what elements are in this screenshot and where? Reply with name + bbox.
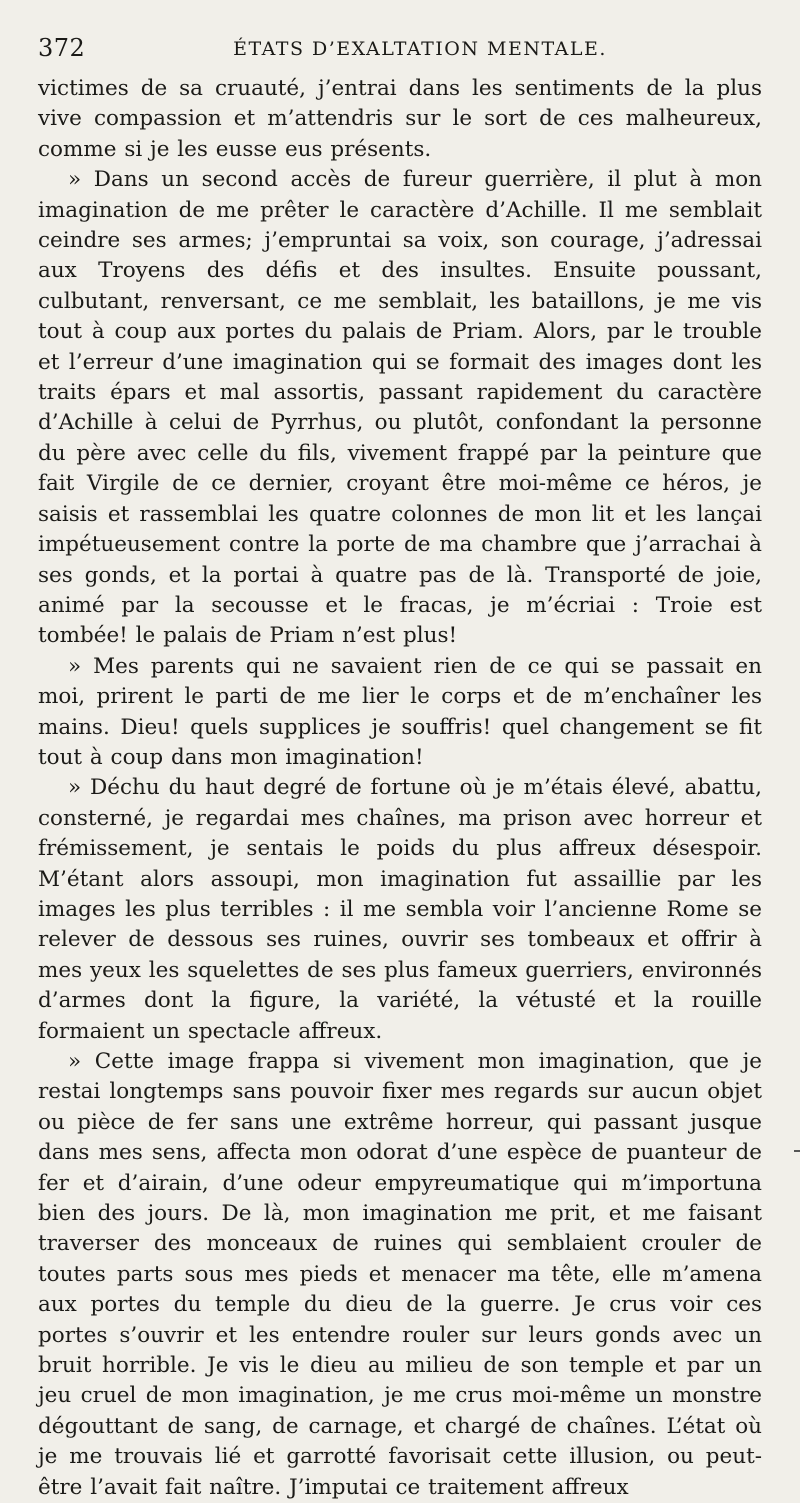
edge-mark (794, 1150, 800, 1152)
body-text (38, 74, 762, 1503)
paragraph-achille: » Dans un second accès de fureur guerrière, il plut à mon imagination de me prêter le caractère d’Achille. Il me semblait ceindre ses armes; j’empruntai sa voix, son courage, j’adressai aux Troyens des défis et des insultes. Ensuite poussant, culbutant, renversant, ce me semblait, les bataillons, je me vis tout à coup aux portes du palais de Priam. Alors, par le trouble et l’erreur d’une imagination qui se formait des images dont les traits épars et mal assortis, passant rapidement du caractère d’Achille à celui de Pyrrhus, ou plutôt, confondant la personne du père avec celle du fils, vivement frappé par la peinture que fait Virgile de ce dernier, croyant être moi-même ce héros, je saisis et rassemblai les quatre colonnes de mon lit et les lançai impétueusement contre la porte de ma chambre que j’arrachai à ses gonds, et la portai à quatre pas de là. Transporté de joie, animé par la secousse et le fracas, je m’écriai : Troie est tombée! le palais de Priam n’est plus! (38, 167, 762, 649)
page-header (38, 28, 762, 74)
page-number: 372 (38, 34, 86, 62)
paragraph-continued: victimes de sa cruauté, j’entrai dans les sentiments de la plus vive compassion et m’attendris sur le sort de ces malheureux, comme si je les eusse eus présents. (38, 76, 762, 162)
running-title: ÉTATS D’EXALTATION MENTALE. (233, 38, 607, 60)
paragraph-dechu: » Déchu du haut degré de fortune où je m’étais élevé, abattu, consterné, je regardai mes chaînes, ma prison avec horreur et frémissement, je sentais le poids du plus affreux désespoir. M’étant alors assoupi, mon imagination fut assaillie par les images les plus terribles : il me sembla voir l’ancienne Rome se relever de dessous ses ruines, ouvrir ses tombeaux et offrir à mes yeux les squelettes de ses plus fameux guerriers, environnés d’armes dont la figure, la variété, la vétusté et la rouille formaient un spectacle affreux. (38, 775, 762, 1044)
paragraph-cette-image: » Cette image frappa si vivement mon imagination, que je restai longtemps sans pouvoir fixer mes regards sur aucun objet ou pièce de fer sans une extrême horreur, qui passant jusque dans mes sens, affecta mon odorat d’une espèce de puanteur de fer et d’airain, d’une odeur empyreumatique qui m’importuna bien des jours. De là, mon imagination me prit, et me faisant traverser des monceaux de ruines qui semblaient crouler de toutes parts sous mes pieds et menacer ma tête, elle m’amena aux portes du temple du dieu de la guerre. Je crus voir ces portes s’ouvrir et les entendre rouler sur leurs gonds avec un bruit horrible. Je vis le dieu au milieu de son temple et par un jeu cruel de mon imagination, je me crus moi-même un monstre dégouttant de sang, de carnage, et chargé de chaînes. L’état où je me trouvais lié et garrotté favorisait cette illusion, ou peut-être l’avait fait naître. J’imputai ce traitement affreux (38, 1049, 762, 1500)
paragraph-parents: » Mes parents qui ne savaient rien de ce qui se passait en moi, prirent le parti de me lier le corps et de m’enchaîner les mains. Dieu! quels supplices je souffris! quel changement se fit tout à coup dans mon imagination! (38, 653, 762, 770)
